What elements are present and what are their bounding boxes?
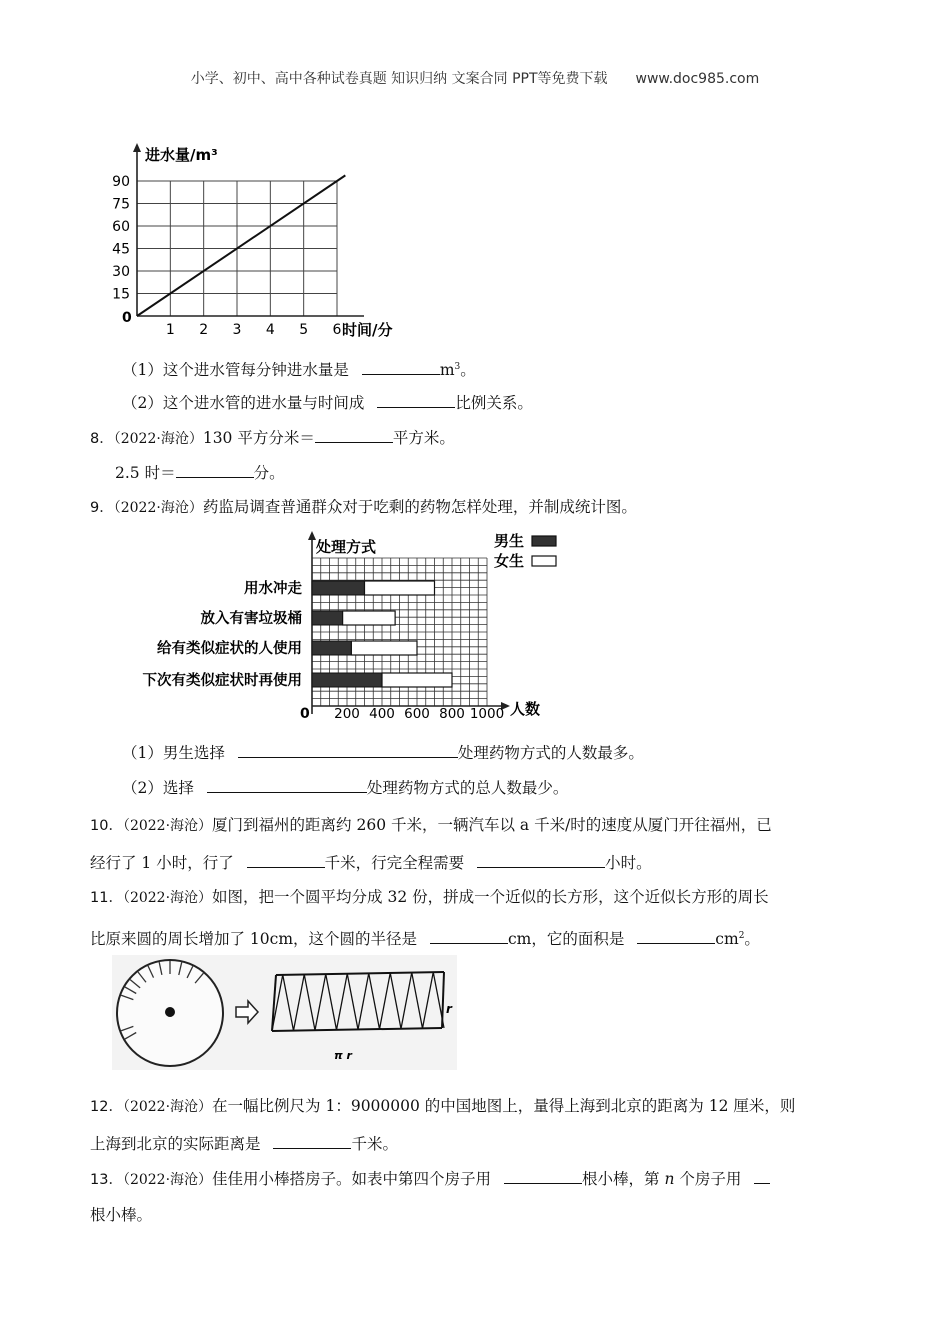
x-tick-label: 400 [369, 706, 395, 722]
category-label: 给有类似症状的人使用 [157, 641, 302, 657]
legend-label: 女生 [494, 552, 525, 570]
bar-female [343, 611, 396, 625]
q11-l2-text-a: 比原来圆的周长增加了 10cm，这个圆的半径是 [90, 930, 418, 949]
q8-line2 [115, 461, 285, 484]
bar-chart-x-ticks [334, 706, 504, 722]
category-label: 用水冲走 [244, 581, 302, 597]
x-tick-label: 1 [165, 322, 175, 338]
x-tick-label: 200 [334, 706, 360, 722]
legend-label: 男生 [494, 532, 525, 550]
header-text: 小学、初中、高中各种试卷真题 知识归纳 文案合同 PPT等免费下载 [190, 71, 608, 87]
bar-chart-categories [143, 580, 303, 689]
q10-answer-blank-1[interactable] [247, 851, 325, 868]
x-tick-label: 600 [404, 706, 430, 722]
x-tick-label: 5 [299, 322, 309, 338]
q8-number: 8． [90, 431, 114, 447]
q11-answer-blank-1[interactable] [430, 927, 508, 944]
q9-part1 [122, 741, 644, 764]
y-tick-label: 45 [112, 241, 130, 258]
q13-l1-text-b: 根小棒，第 [582, 1170, 660, 1188]
bar-female [351, 641, 417, 655]
y-tick-label: 75 [112, 196, 130, 213]
q13-l2-text: 根小棒。 [90, 1206, 153, 1224]
q13-line1 [90, 1167, 770, 1191]
q11-line1 [90, 886, 769, 909]
q11-l2-end: 。 [744, 930, 760, 949]
q11-l1-text: 如图，把一个圆平均分成 32 份，拼成一个近似的长方形，这个近似长方形的周长 [212, 888, 769, 906]
circle-to-rectangle-figure [112, 955, 457, 1070]
q9-text: 药监局调查普通群众对于吃剩的药物怎样处理，并制成统计图。 [202, 498, 637, 516]
q13-answer-blank-2[interactable] [754, 1167, 770, 1184]
q7-part2 [122, 391, 533, 414]
q11-number: 11． [90, 890, 123, 906]
q9-part2 [122, 776, 568, 799]
legend-swatch [532, 556, 556, 566]
q7-p1-end: 。 [460, 361, 476, 380]
rect-length-label: π r [334, 1049, 352, 1062]
bar-female [382, 673, 452, 687]
header-url[interactable]: www.doc985.com [635, 71, 760, 87]
line-chart-y-ticks [112, 174, 130, 303]
q12-answer-blank[interactable] [273, 1132, 351, 1149]
q9-p1-text: （1）男生选择 [122, 744, 225, 762]
q9-p2-text: （2）选择 [122, 779, 194, 797]
q13-variable-n: n [664, 1170, 675, 1188]
x-tick-label: 3 [232, 322, 242, 338]
q12-l2-text: 上海到北京的实际距离是 [90, 1135, 261, 1153]
q10-answer-blank-2[interactable] [477, 851, 605, 868]
category-label: 下次有类似症状时再使用 [142, 673, 302, 689]
q13-source: （2022·海沧） [122, 1172, 213, 1188]
q13-answer-blank-1[interactable] [504, 1167, 582, 1184]
line-chart-x-ticks [166, 322, 342, 338]
q10-source: （2022·海沧） [122, 818, 213, 834]
bar-chart-origin-label: 0 [300, 706, 310, 722]
bar-female [365, 581, 435, 595]
water-inflow-line-chart [112, 140, 432, 345]
legend-swatch [532, 536, 556, 546]
x-tick-label: 2 [199, 322, 209, 338]
q11-l2-text-b: cm，它的面积是 [507, 930, 625, 949]
q7-p1-answer-blank[interactable] [362, 358, 440, 375]
bar-chart-legend [494, 532, 556, 570]
q8-l1-suffix: 平方米。 [392, 429, 455, 447]
y-tick-label: 90 [112, 174, 130, 190]
y-tick-label: 60 [112, 219, 130, 235]
y-tick-label: 30 [112, 264, 130, 280]
rect-height-label: r [446, 1002, 452, 1016]
q7-p1-unit-sup: 3 [454, 362, 461, 372]
q9-p1-suffix: 处理药物方式的人数最多。 [457, 744, 644, 762]
q10-l2-text-a: 经行了 1 小时，行了 [90, 854, 234, 872]
q8-answer-blank-2[interactable] [176, 461, 254, 478]
y-axis-arrow-icon [133, 143, 141, 152]
q11-line2 [90, 925, 760, 950]
bar-chart-ylabel: 处理方式 [316, 538, 377, 556]
q9-p1-answer-blank[interactable] [238, 741, 458, 758]
q12-source: （2022·海沧） [122, 1099, 213, 1115]
q11-source: （2022·海沧） [122, 890, 213, 906]
q12-number: 12． [90, 1099, 123, 1115]
q11-l2-unit: cm [715, 930, 739, 949]
q10-line1 [90, 814, 772, 837]
q10-l1-text: 厦门到福州的距离约 260 千米，一辆汽车以 a 千米/时的速度从厦门开往福州，已 [212, 816, 772, 834]
q7-p1-unit: m [439, 361, 455, 380]
q8-answer-blank-1[interactable] [315, 426, 393, 443]
q12-line2 [90, 1132, 398, 1155]
q11-l2-unit-sup: 2 [738, 931, 745, 941]
q7-p2-answer-blank[interactable] [377, 391, 455, 408]
q7-p2-suffix: 比例关系。 [455, 394, 533, 412]
q10-l2-text-c: 小时。 [605, 854, 652, 872]
q12-l1-text: 在一幅比例尺为 1：9000000 的中国地图上，量得上海到北京的距离为 12 厘米，则 [212, 1097, 796, 1115]
q9-stem [90, 496, 637, 519]
line-chart-xlabel: 时间/分 [342, 321, 393, 339]
y-tick-label: 15 [112, 286, 130, 303]
bar-y-axis-arrow-icon [308, 531, 316, 540]
bar-male [312, 641, 351, 655]
q10-number: 10． [90, 818, 123, 834]
q13-l1-text-c: 个房子用 [679, 1170, 742, 1188]
category-label: 放入有害垃圾桶 [200, 611, 302, 627]
q8-source: （2022·海沧） [113, 431, 203, 447]
q13-l1-text-a: 佳佳用小棒搭房子。如表中第四个房子用 [212, 1170, 492, 1188]
bar-male [312, 581, 365, 595]
q7-part1 [122, 356, 476, 381]
q12-line1 [90, 1095, 795, 1118]
q8-l1-text: 130 平方分米＝ [202, 429, 315, 447]
q13-number: 13． [90, 1172, 123, 1188]
q7-p2-text: （2）这个进水管的进水量与时间成 [122, 394, 365, 412]
q8-l2-suffix: 分。 [253, 464, 285, 482]
q8-l2-text: 2.5 时＝ [115, 464, 176, 482]
q10-line2 [90, 851, 652, 874]
x-tick-label: 800 [439, 706, 465, 722]
line-chart-ylabel: 进水量/m³ [145, 146, 218, 164]
line-chart-origin-label: 0 [122, 310, 132, 326]
x-tick-label: 4 [265, 322, 275, 338]
bar-male [312, 611, 343, 625]
line-chart-series-line [137, 175, 345, 316]
q13-line2 [90, 1204, 152, 1226]
q10-l2-text-b: 千米，行完全程需要 [324, 854, 465, 872]
circle-center-dot [165, 1007, 175, 1017]
x-tick-label: 1000 [469, 706, 505, 722]
page-header [0, 68, 950, 88]
q12-l2-suffix: 千米。 [351, 1135, 398, 1153]
x-tick-label: 6 [332, 322, 342, 338]
bar-male [312, 673, 382, 687]
q9-p2-suffix: 处理药物方式的总人数最少。 [366, 779, 569, 797]
medicine-disposal-bar-chart [112, 528, 562, 728]
q7-p1-text: （1）这个进水管每分钟进水量是 [122, 361, 349, 380]
q9-number: 9． [90, 500, 114, 516]
bar-chart-xlabel: 人数 [510, 700, 541, 718]
q9-source: （2022·海沧） [113, 500, 203, 516]
q8-line1 [90, 426, 455, 450]
q9-p2-answer-blank[interactable] [207, 776, 367, 793]
q11-answer-blank-2[interactable] [637, 927, 715, 944]
